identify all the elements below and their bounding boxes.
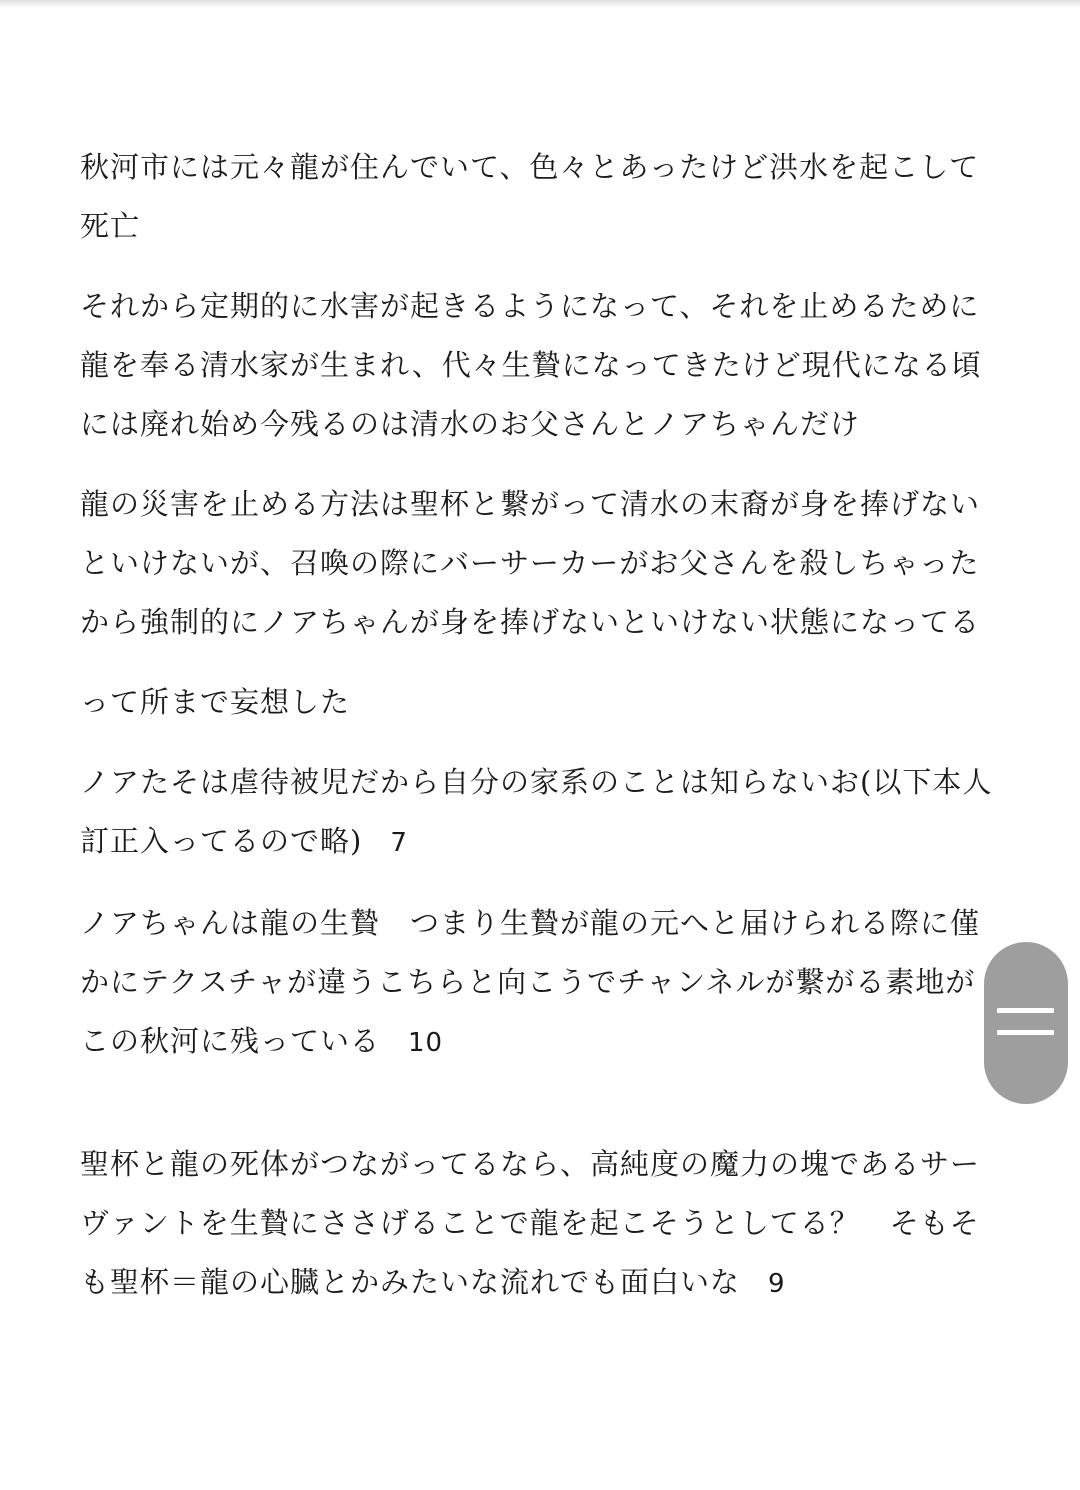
drag-handle-icon bbox=[997, 1030, 1054, 1035]
paragraph-text: って所まで妄想した bbox=[80, 685, 351, 719]
fast-scroll-thumb[interactable] bbox=[984, 942, 1068, 1104]
paragraph-4 bbox=[80, 673, 1000, 732]
paragraph-2 bbox=[80, 277, 1000, 454]
paragraph-3 bbox=[80, 475, 1000, 652]
paragraph-text: 龍の災害を止める方法は聖杯と繋がって清水の末裔が身を捧げないといけないが、召喚の際にバーサーカーがお父さんを殺しちゃったから強制的にノアちゃんが身を捧げないといけない状態になってる bbox=[80, 487, 981, 639]
paragraph-text: 秋河市には元々龍が住んでいて、色々とあったけど洪水を起こして死亡 bbox=[80, 150, 980, 243]
top-edge-shadow bbox=[0, 0, 1080, 8]
paragraph-text: 聖杯と龍の死体がつながってるなら、高純度の魔力の塊であるサーヴァントを生贄にささげることで龍を起こそうとしてる？ そもそも聖杯＝龍の心臓とかみたいな流れでも面白いな bbox=[80, 1147, 981, 1299]
paragraph-text: それから定期的に水害が起きるようになって、それを止めるために龍を奉る清水家が生まれ、代々生贄になってきたけど現代になる頃には廃れ始め今残るのは清水のお父さんとノアちゃんだけ bbox=[80, 289, 982, 441]
reaction-count: 10 bbox=[408, 1028, 444, 1058]
paragraph-1 bbox=[80, 138, 1000, 256]
paragraph-text: ノアたそは虐待被児だから自分の家系のことは知らないお(以下本人訂正入ってるので略) bbox=[80, 765, 993, 858]
thread-text bbox=[80, 138, 1000, 1335]
paragraph-7 bbox=[80, 1135, 1000, 1314]
drag-handle-icon bbox=[997, 1008, 1054, 1013]
reaction-count: 9 bbox=[768, 1269, 786, 1299]
reaction-count: 7 bbox=[390, 828, 408, 858]
paragraph-text: ノアちゃんは龍の生贄 つまり生贄が龍の元へと届けられる際に僅かにテクスチャが違うこちらと向こうでチャンネルが繋がる素地がこの秋河に残っている bbox=[80, 906, 981, 1058]
paragraph-6 bbox=[80, 894, 1000, 1073]
paragraph-5 bbox=[80, 753, 1000, 873]
